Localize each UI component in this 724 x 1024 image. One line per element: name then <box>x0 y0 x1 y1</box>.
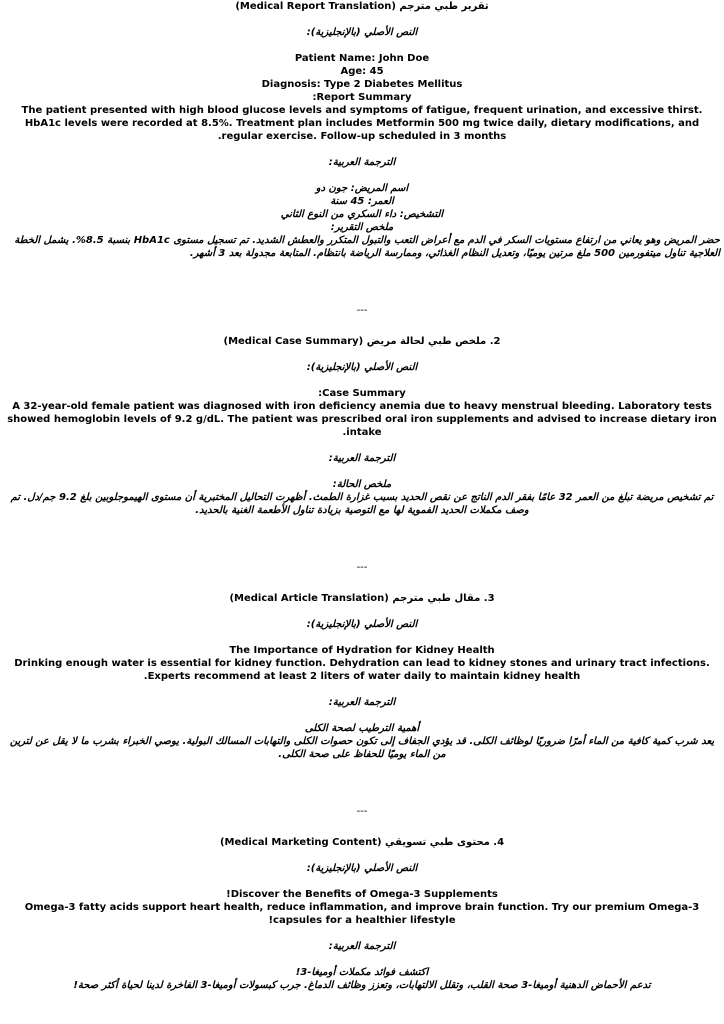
original-line: Report Summary: <box>312 92 412 103</box>
original-heading: النص الأصلي (بالإنجليزية): <box>306 27 418 38</box>
original-paragraph: Drinking enough water is essential for kidney function. Dehydration can lead to kidney stones and urinary tract infections. Experts recommend at least 2 liters of water daily to maintain kidney health. <box>14 658 710 682</box>
section-4 <box>2 836 722 992</box>
section-3 <box>2 592 722 761</box>
section-title: 4. محتوى طبي تسويقي (Medical Marketing Content) <box>219 837 505 848</box>
original-heading: النص الأصلي (بالإنجليزية): <box>306 863 418 874</box>
arabic-heading: الترجمة العربية: <box>328 453 396 464</box>
arabic-paragraph: تدعم الأحماض الدهنية أوميغا-3 صحة القلب، وتقلل الالتهابات، وتعزز وظائف الدماغ. جرب كبسولات أوميغا-3 الفاخرة لدينا لحياة أكثر صحة! <box>73 980 651 991</box>
original-paragraph: A 32-year-old female patient was diagnosed with iron deficiency anemia due to heavy menstrual bleeding. Laboratory tests showed hemoglobin levels of 9.2 g/dL. The patient was prescribed oral iron supplements and advised to increase dietary iron intake. <box>7 401 717 438</box>
arabic-paragraph: حضر المريض وهو يعاني من ارتفاع مستويات السكر في الدم مع أعراض التعب والتبول المتكرر والعطش الشديد. تم تسجيل مستوى HbA1c بنسبة 8.5%. يشمل الخطة العلاجية تناول ميتفورمين 500 ملغ مرتين يوميًا، وتعديل النظام الغذائي، وممارسة الرياضة بانتظام. المتابعة مجدولة بعد 3 أشهر. <box>14 235 720 259</box>
arabic-line: ملخص الحالة: <box>332 479 392 490</box>
section-separator: --- <box>356 562 368 573</box>
arabic-line: اكتشف فوائد مكملات أوميغا-3! <box>295 967 429 978</box>
section-title: تقرير طبي مترجم (Medical Report Translation) <box>235 1 489 12</box>
original-paragraph: The patient presented with high blood glucose levels and symptoms of fatigue, frequent urination, and excessive thirst. HbA1c levels were recorded at 8.5%. Treatment plan includes Metformin 500 mg twice daily, dietary modifications, and regular exercise. Follow-up scheduled in 3 months. <box>21 105 703 142</box>
arabic-heading: الترجمة العربية: <box>328 941 396 952</box>
arabic-paragraph: تم تشخيص مريضة تبلغ من العمر 32 عامًا بفقر الدم الناتج عن نقص الحديد بسبب غزارة الطمث. أظهرت التحاليل المختبرية أن مستوى الهيموجلوبين بلغ 9.2 جم/دل. تم وصف مكملات الحديد الفموية لها مع التوصية بزيادة تناول الأطعمة الغنية بالحديد. <box>10 492 714 516</box>
original-line: Age: 45 <box>340 66 384 77</box>
arabic-line: أهمية الترطيب لصحة الكلى <box>304 723 420 734</box>
arabic-heading: الترجمة العربية: <box>328 157 396 168</box>
original-line: Diagnosis: Type 2 Diabetes Mellitus <box>261 79 463 90</box>
section-1 <box>2 0 722 260</box>
section-title: 2. ملخص طبي لحالة مريض (Medical Case Summary) <box>223 336 501 347</box>
original-paragraph: Omega-3 fatty acids support heart health, reduce inflammation, and improve brain function. Try our premium Omega-3 capsules for a healthier lifestyle! <box>24 902 700 926</box>
arabic-line: اسم المريض: جون دو <box>315 183 409 194</box>
original-line: The Importance of Hydration for Kidney Health <box>229 645 495 656</box>
original-line: Discover the Benefits of Omega-3 Supplements! <box>226 889 498 900</box>
arabic-paragraph: يعد شرب كمية كافية من الماء أمرًا ضروريًا لوظائف الكلى. قد يؤدي الجفاف إلى تكون حصوات الكلى والتهابات المسالك البولية. يوصي الخبراء بشرب ما لا يقل عن لترين من الماء يوميًا للحفاظ على صحة الكلى. <box>9 736 715 760</box>
section-separator: --- <box>356 806 368 817</box>
original-heading: النص الأصلي (بالإنجليزية): <box>306 619 418 630</box>
section-title: 3. مقال طبي مترجم (Medical Article Translation) <box>229 593 495 604</box>
original-line: Case Summary: <box>318 388 406 399</box>
section-2 <box>2 335 722 517</box>
original-heading: النص الأصلي (بالإنجليزية): <box>306 362 418 373</box>
arabic-line: العمر: 45 سنة <box>330 196 394 207</box>
arabic-heading: الترجمة العربية: <box>328 697 396 708</box>
arabic-line: التشخيص: داء السكري من النوع الثاني <box>280 209 444 220</box>
original-line: Patient Name: John Doe <box>294 53 430 64</box>
arabic-line: ملخص التقرير: <box>330 222 394 233</box>
section-separator: --- <box>356 305 368 316</box>
